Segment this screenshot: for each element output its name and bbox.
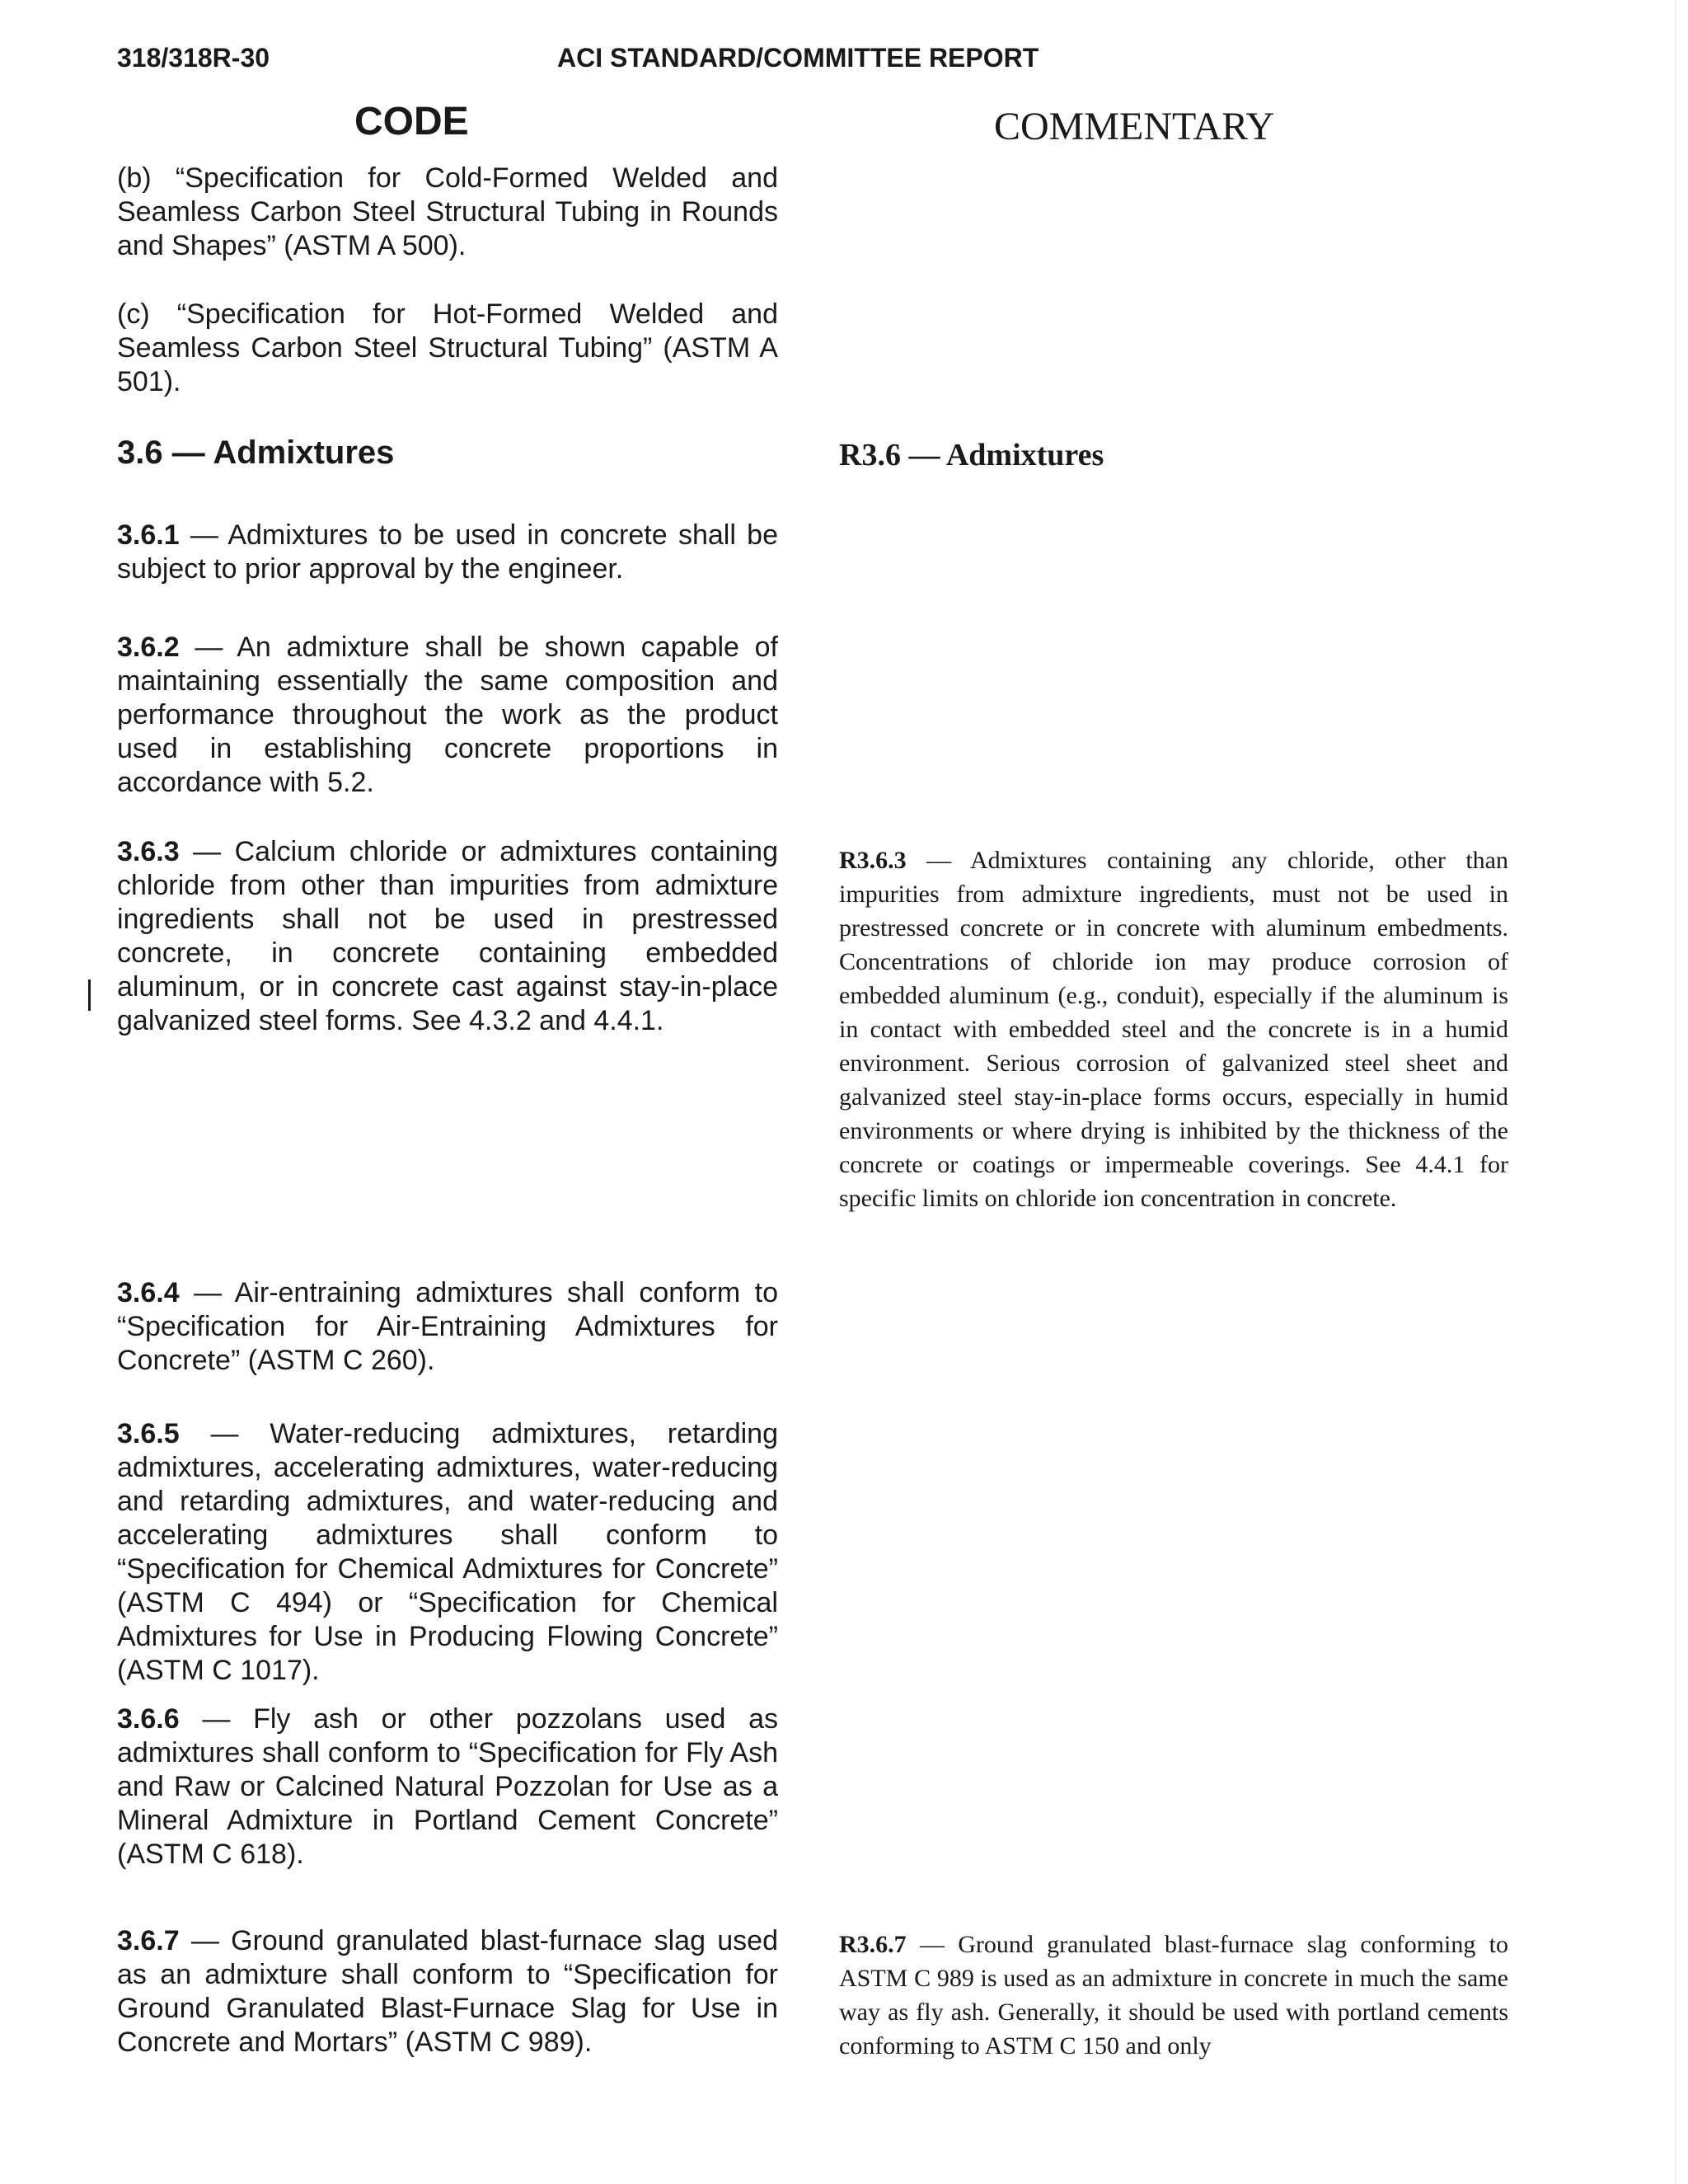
clause-text: — Ground granulated blast-furnace slag used as an admixture shall conform to “Specification for Ground Granulated Blast-Furnace Slag for Use in Concrete and Mortars” (ASTM C 989). — [117, 1925, 778, 2058]
revision-change-bar — [88, 979, 91, 1011]
clause-text: — Air-entraining admixtures shall conform to “Specification for Air-Entraining Admixtures for Concrete” (ASTM C 260). — [117, 1277, 778, 1376]
code-column-title: CODE — [354, 100, 469, 143]
code-section-heading: 3.6 — Admixtures — [117, 434, 395, 471]
clause-text: — Calcium chloride or admixtures containing chloride from other than impurities from admixture ingredients shall not be used in prestressed concrete, in concrete containing embedded aluminum, or in concrete cast against stay-in-place galvanized steel forms. See 4.3.2 and 4.4.1. — [117, 836, 778, 1036]
clause-number: 3.6.3 — [117, 836, 180, 867]
report-title: ACI STANDARD/COMMITTEE REPORT — [557, 43, 1039, 73]
clause-text: — Fly ash or other pozzolans used as admixtures shall conform to “Specification for Fly Ash and Raw or Calcined Natural Pozzolan for Use as a Mineral Admixture in Portland Cement Concrete” (ASTM C 618). — [117, 1703, 778, 1870]
code-paragraph-3-6-4 — [117, 1276, 778, 1378]
clause-number: 3.6.6 — [117, 1703, 180, 1735]
commentary-column-title: COMMENTARY — [994, 105, 1275, 148]
code-paragraph-3-6-3 — [117, 835, 778, 1038]
page-number: 318/318R-30 — [117, 43, 270, 73]
code-item-c-text: (c) “Specification for Hot-Formed Welded and Seamless Carbon Steel Structural Tubing” (ASTM A 501). — [117, 298, 778, 397]
code-paragraph-3-6-1 — [117, 519, 778, 586]
clause-number: R3.6.7 — [839, 1931, 907, 1958]
clause-number: 3.6.5 — [117, 1418, 180, 1449]
code-paragraph-3-6-2 — [117, 631, 778, 800]
clause-text: — Admixtures containing any chloride, other than impurities from admixture ingredients, must not be used in prestressed concrete or in concrete with aluminum embedments. Concentrations of chloride ion may produce corrosion of embedded aluminum (e.g., conduit), especially if the aluminum is in contact with embedded steel and the concrete is in a humid environment. Serious corrosion of galvanized steel sheet and galvanized steel stay-in-place forms occurs, especially in humid environments or where drying is inhibited by the thickness of the concrete or coatings or impermeable coverings. See 4.4.1 for specific limits on chloride ion concentration in concrete. — [839, 847, 1508, 1212]
commentary-paragraph-r3-6-7 — [839, 1928, 1508, 2063]
clause-text: — Ground granulated blast-furnace slag conforming to ASTM C 989 is used as an admixture in concrete in much the same way as fly ash. Generally, it should be used with portland cements conforming to ASTM C 150 and only — [839, 1931, 1508, 2060]
clause-number: 3.6.4 — [117, 1277, 180, 1308]
clause-number: R3.6.3 — [839, 847, 907, 874]
code-paragraph-3-6-5 — [117, 1417, 778, 1688]
clause-number: 3.6.7 — [117, 1925, 180, 1956]
code-paragraph-3-6-7 — [117, 1924, 778, 2060]
commentary-paragraph-r3-6-3 — [839, 843, 1508, 1215]
code-item-c — [117, 298, 778, 399]
code-paragraph-3-6-6 — [117, 1703, 778, 1872]
clause-text: — An admixture shall be shown capable of maintaining essentially the same composition and performance throughout the work as the product used in establishing concrete proportions in accordance with 5.2. — [117, 632, 778, 798]
clause-text: — Admixtures to be used in concrete shall be subject to prior approval by the engineer. — [117, 519, 778, 585]
commentary-section-heading: R3.6 — Admixtures — [839, 438, 1104, 472]
code-item-b — [117, 162, 778, 263]
code-item-b-text: (b) “Specification for Cold-Formed Welded and Seamless Carbon Steel Structural Tubing in Rounds and Shapes” (ASTM A 500). — [117, 162, 778, 261]
clause-number: 3.6.1 — [117, 519, 180, 551]
page-edge-line — [1675, 0, 1676, 2184]
clause-text: — Water-reducing admixtures, retarding admixtures, accelerating admixtures, water-reducing and retarding admixtures, and water-reducing and accelerating admixtures shall conform to “Specification for Chemical Admixtures for Concrete” (ASTM C 494) or “Specification for Chemical Admixtures for Use in Producing Flowing Concrete” (ASTM C 1017). — [117, 1418, 778, 1686]
clause-number: 3.6.2 — [117, 632, 180, 663]
